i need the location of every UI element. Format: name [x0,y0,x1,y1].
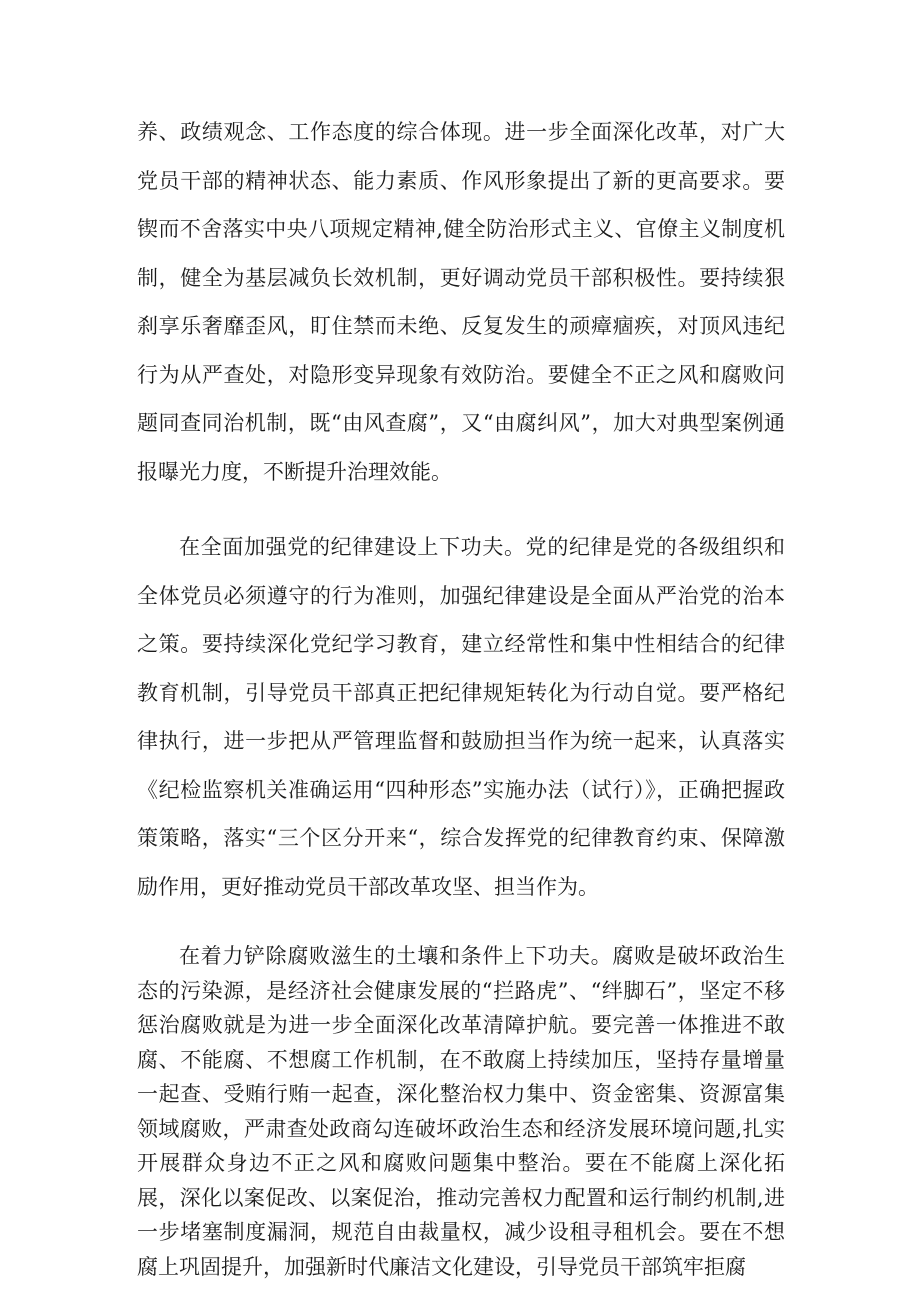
document-page [137,108,785,1284]
paragraph-3: 在着力铲除腐败滋生的土壤和条件上下功夫。腐败是破坏政治生态的污染源，是经济社会健康发展的“拦路虎”、“绊脚石”，坚定不移惩治腐败就是为进一步全面深化改革清障护航。要完善一体推进不敢腐、不能腐、不想腐工作机制，在不敢腐上持续加压，坚持存量增量一起查、受贿行贿一起查，深化整治权力集中、资金密集、资源富集领域腐败，严肃查处政商勾连破坏政治生态和经济发展环境问题,扎实开展群众身边不正之风和腐败问题集中整治。要在不能腐上深化拓展，深化以案促改、以案促治，推动完善权力配置和运行制约机制,进一步堵塞制度漏洞，规范自由裁量权，减少设租寻租机会。要在不想腐上巩固提升，加强新时代廉洁文化建设，引导党员干部筑牢拒腐 [137,944,785,1279]
paragraph-2: 在全面加强党的纪律建设上下功夫。党的纪律是党的各级组织和全体党员必须遵守的行为准则，加强纪律建设是全面从严治党的治本之策。要持续深化党纪学习教育，建立经常性和集中性相结合的纪律教育机制，引导党员干部真正把纪律规矩转化为行动自觉。要严格纪律执行，进一步把从严管理监督和鼓励担当作为统一起来，认真落实《纪检监察机关准确运用“四种形态”实施办法（试行）》，正确把握政策策略，落实“三个区分开来“，综合发挥党的纪律教育约束、保障激励作用，更好推动党员干部改革攻坚、担当作为。 [137,535,785,899]
paragraph-1: 养、政绩观念、工作态度的综合体现。进一步全面深化改革，对广大党员干部的精神状态、能力素质、作风形象提出了新的更高要求。要锲而不舍落实中央八项规定精神,健全防治形式主义、官僚主义制度机制，健全为基层减负长效机制，更好调动党员干部积极性。要持续狠刹享乐奢靡歪风，盯住禁而未绝、反复发生的顽瘴痼疾，对顶风违纪行为从严查处，对隐形变异现象有效防治。要健全不正之风和腐败问题同查同治机制，既“由风查腐”，又“由腐纠风”，加大对典型案例通报曝光力度，不断提升治理效能。 [137,120,785,484]
